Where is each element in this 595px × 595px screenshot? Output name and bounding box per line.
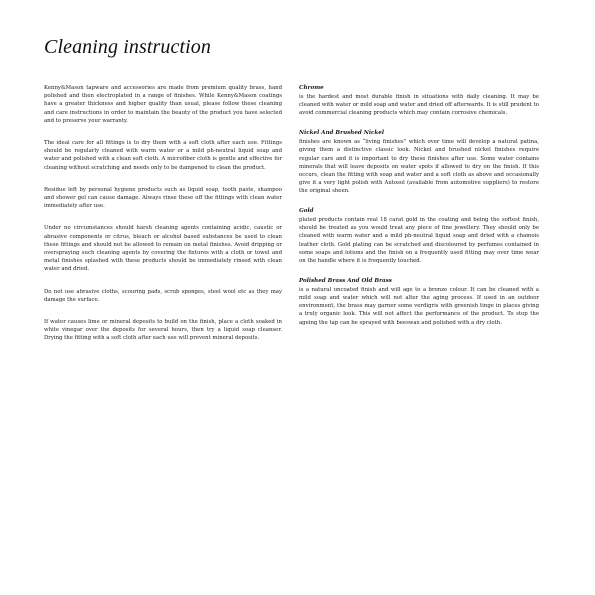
section-gold xyxy=(299,207,539,265)
section-text: is the hardest and most durable finish in situations with daily cleaning. It may be cleaned with water or mild soap and water and dried off afterwards. It is still prudent to avoid commercial cleaning products which may contain corrosive chemicals. xyxy=(299,94,539,117)
right-column xyxy=(299,84,539,338)
section-heading: Chrome xyxy=(299,85,324,91)
section-text: plated products contain real 18 carat gold in the coating and being the softest finish, should be treated as you would treat any piece of fine jewellery. They should only be cleaned with warm water and a mild ph-neutral liquid soap and dried with a chamois leather cloth. Gold plating can be scratched and discoloured by perfumes contained in some soaps and lotions and the finish on a frequently used fitting may over time wear on the handle where it is frequently touched. xyxy=(299,217,539,265)
mineral-deposits-paragraph: If water causes lime or mineral deposits to build on the finish, place a cloth soaked in white vinegar over the deposits for several hours, then try a liquid soap cleanser. Drying the fitting with a soft cloth after each use will prevent mineral deposits. xyxy=(44,319,282,342)
abrasive-paragraph: Do not use abrasive cloths, scouring pads, scrub sponges, steel wool etc as they may damage the surface. xyxy=(44,288,282,303)
section-heading: Nickel And Brushed Nickel xyxy=(299,130,384,137)
section-heading: Polished Brass And Old Brass xyxy=(299,277,392,284)
section-chrome xyxy=(299,84,539,118)
section-nickel xyxy=(299,129,539,195)
page-title: Cleaning instruction xyxy=(44,36,211,58)
section-brass xyxy=(299,277,539,327)
intro-paragraph: Kenny&Mason tapware and accessories are made from premium quality brass, hand polished and then electroplated in a range of finishes. While Kenny&Mason coatings have a greater thickness and higher quality than usual, please follow these cleaning and care instructions in order to maintain the beauty of the product you have selected and to preserve your warranty. xyxy=(44,85,282,124)
daily-care-paragraph: The ideal care for all fittings is to dry them with a soft cloth after each use. Fittings should be regularly cleaned with warm water or a mild ph-neutral liquid soap and water and polished with a clean soft cloth. A microfiber cloth is gentle and effective for cleaning without scratching and needs only to be dampened to clean the product. xyxy=(44,140,282,171)
section-text: is a natural uncoated finish and will age to a bronze colour. It can be cleaned with a mild soap and water which will not alter the aging process. If used in an outdoor environment, the brass may garner some verdigris with greenish tinge in places giving a truly organic look. This will not affect the performance of the product. To stop the ageing the tap can be sprayed with beeswax and polished with a dry cloth. xyxy=(299,286,539,326)
residue-paragraph: Residue left by personal hygiene products such as liquid soap, tooth paste, shampoo and shower gel can cause damage. Always rinse these off the fittings with clean water immediately after use. xyxy=(44,186,282,210)
section-heading: Gold xyxy=(299,208,314,215)
section-text: finishes are known as “living finishes” which over time will develop a natural patina, giving them a distinctive classic look. Nickel and brushed nickel finishes require regular care and it is important to dry these finishes after use. Some water contains minerals that will leave deposits on water spots if allowed to dry on the finish. If this occurs, clean the fitting with soap and water and a soft cloth as above and occasionally give it a very light polish with Autosol (available from automotive suppliers) to restore the original sheen. xyxy=(299,139,539,195)
harsh-agents-paragraph: Under no circumstances should harsh cleaning agents containing acidic, caustic or abrasive components or citrus, bleach or alcohol based substances be used to clean these fittings and should not be allowed to remain on metal finishes. Avoid dripping or overspraying such cleaning agents by covering the fixtures with a cloth or towel and metal finishes splashed with these products should be immediately rinsed with clean water and dried. xyxy=(44,225,282,273)
left-column xyxy=(44,84,282,354)
